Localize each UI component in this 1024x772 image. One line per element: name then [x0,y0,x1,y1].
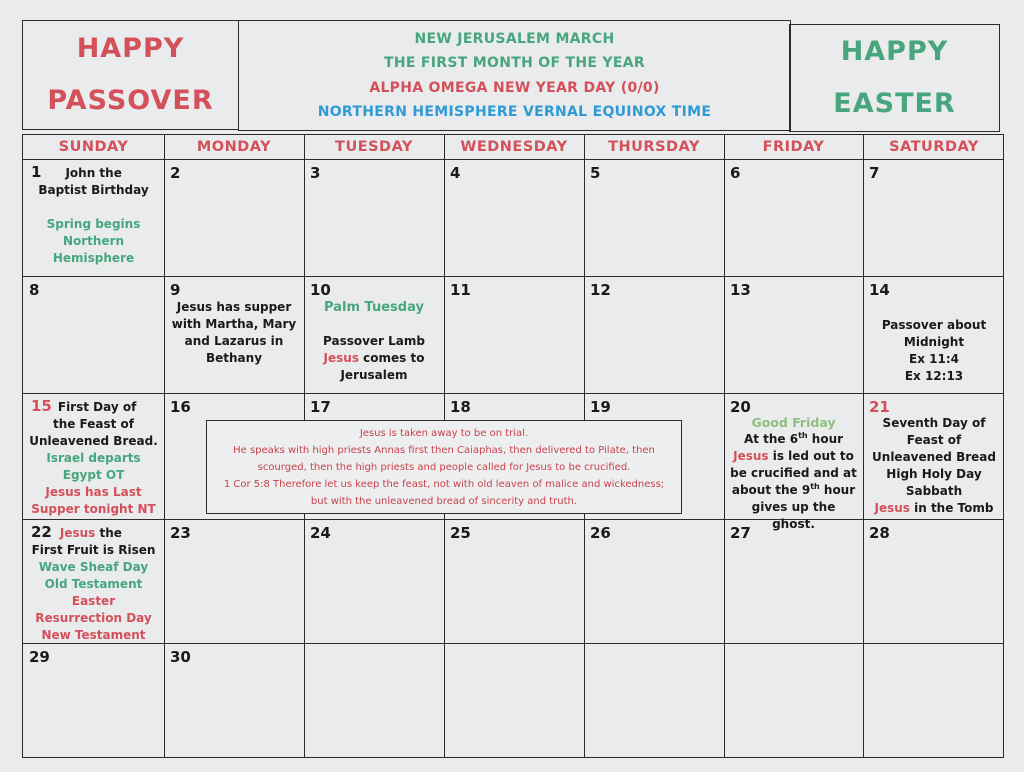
event-text: Old Testament [44,577,143,591]
event-text: Seventh Day of [882,416,986,430]
day-cell-15[interactable] [23,394,164,519]
event-text: is led out to [768,449,854,463]
day-cell-13[interactable] [724,277,863,393]
event-text: Passover about [881,318,987,332]
day-number: 13 [730,281,751,299]
day-cell-2[interactable] [164,160,304,276]
calendar-title-block [238,20,791,131]
event-text: the [95,526,122,540]
event-text: Baptist Birthday [38,183,149,197]
trial-line-2: He speaks with high priests Annas first then Caiaphas, then delivered to Pilate, then [233,444,655,456]
event-text: Ex 12:13 [904,369,964,383]
title-equinox: NORTHERN HEMISPHERE VERNAL EQUINOX TIME [317,104,712,120]
day-number: 10 [310,281,331,299]
day-number: 29 [29,648,50,666]
day-number: 8 [29,281,40,299]
event-text: Palm Tuesday [324,300,424,315]
day-cell-28[interactable] [863,520,1005,643]
day-number: 3 [310,164,321,182]
day-number: 26 [590,524,611,542]
day-number: 16 [170,398,191,416]
empty-cell [863,644,1005,757]
happy-passover-banner [22,20,239,130]
event-text: Jesus [323,351,359,365]
event-text: gives up the ghost. [751,500,836,531]
day-number: 15 [31,397,52,415]
day-cell-1[interactable] [23,160,164,276]
day-number: 17 [310,398,331,416]
trial-line-4: 1 Cor 5:8 Therefore let us keep the feast, not with old leaven of malice and wickedness; [223,478,665,490]
day-header-monday: MONDAY [196,139,272,155]
event-text: John the [65,166,122,180]
day-cell-10[interactable] [304,277,444,393]
day-header-sunday: SUNDAY [58,139,129,155]
happy-easter-banner [789,24,1000,132]
event-text: Easter [71,594,116,608]
day-cell-9[interactable] [164,277,304,393]
happy-easter-line1: HAPPY [840,36,949,67]
title-first-month: THE FIRST MONTH OF THE YEAR [384,55,645,71]
event-text: Sabbath [905,484,963,498]
event-text: hour [819,483,856,497]
day-number: 22 [31,523,52,541]
day-number: 25 [450,524,471,542]
event-text: Egypt OT [62,468,125,482]
day-header-friday: FRIDAY [762,139,825,155]
event-text: Good Friday [751,415,836,430]
empty-cell [584,644,724,757]
day-cell-24[interactable] [304,520,444,643]
day-number: 19 [590,398,611,416]
event-text: First Fruit is Risen [31,543,156,557]
event-text: the Feast of [52,417,135,431]
day-cell-11[interactable] [444,277,584,393]
day-cell-6[interactable] [724,160,863,276]
event-text: in the Tomb [909,501,994,515]
day-number: 23 [170,524,191,542]
event-text: Passover Lamb [323,334,425,348]
event-text: First Day of [57,400,137,414]
day-cell-4[interactable] [444,160,584,276]
event-text: th [810,482,820,491]
day-number: 30 [170,648,191,666]
trial-line-3: scourged, then the high priests and people called for Jesus to be crucified. [257,461,631,473]
day-cell-29[interactable] [23,644,164,757]
event-text: Jesus [874,501,910,515]
event-text: about the 9 [731,483,811,497]
empty-cell [444,644,584,757]
event-text: Jesus [59,526,96,540]
day-number: 11 [450,281,471,299]
day-number: 18 [450,398,471,416]
day-cell-26[interactable] [584,520,724,643]
event-text: Spring begins [46,217,141,231]
day-cell-22[interactable] [23,520,164,643]
trial-note-box [206,420,682,514]
day-number: 20 [730,398,751,416]
day-number: 7 [869,164,880,182]
empty-cell [724,644,863,757]
day-cell-27[interactable] [724,520,863,643]
event-text: At the 6 [743,432,799,446]
day-number: 27 [730,524,751,542]
event-text: th [798,431,808,440]
event-text: New Testament [41,628,146,642]
event-text: hour [807,432,844,446]
day-cell-5[interactable] [584,160,724,276]
day-cell-23[interactable] [164,520,304,643]
day-number: 5 [590,164,601,182]
event-text: Jerusalem [340,368,408,382]
empty-cell [304,644,444,757]
event-text: Ex 11:4 [909,352,959,366]
day-cell-7[interactable] [863,160,1005,276]
day-number: 9 [170,281,181,299]
event-text: comes to [363,351,425,365]
day-cell-3[interactable] [304,160,444,276]
day-cell-14[interactable] [863,277,1005,393]
day-header-saturday: SATURDAY [889,139,979,155]
event-text: High Holy Day [886,467,982,481]
event-text: Jesus has supper [176,300,292,314]
event-text: Hemisphere [52,251,135,265]
day-number: 12 [590,281,611,299]
day-cell-30[interactable] [164,644,304,757]
event-text: Wave Sheaf Day [38,560,149,574]
day-cell-25[interactable] [444,520,584,643]
happy-easter-line2: EASTER [833,88,956,119]
day-header-thursday: THURSDAY [608,139,700,155]
event-text: Jesus [733,449,769,463]
day-cell-20[interactable] [724,394,863,531]
day-number: 28 [869,524,890,542]
event-text: be crucified and at [730,466,857,480]
event-text: Supper tonight NT [31,502,156,516]
title-month: NEW JERUSALEM MARCH [414,30,615,47]
event-text: Unleavened Bread. [29,434,158,448]
day-number: 6 [730,164,741,182]
day-number: 14 [869,281,890,299]
day-cell-21[interactable] [863,394,1005,519]
day-number: 24 [310,524,331,542]
day-number: 1 [31,163,42,181]
day-number: 4 [450,164,461,182]
happy-passover-line2: PASSOVER [47,85,214,116]
event-text: with Martha, Mary [171,317,297,331]
event-text: Feast of [906,433,962,447]
day-header-tuesday: TUESDAY [335,139,413,155]
trial-line-1: Jesus is taken away to be on trial. [359,427,529,439]
event-text: Northern [62,234,125,248]
event-text: Jesus has Last [45,485,142,499]
event-text: Israel departs [46,451,141,465]
day-header-wednesday: WEDNESDAY [460,139,568,155]
event-text: Bethany [205,351,263,365]
event-text: Unleavened Bread [872,450,996,464]
event-text: Midnight [903,335,965,349]
day-number: 2 [170,164,181,182]
trial-line-5: but with the unleavened bread of sincerity and truth. [310,495,578,507]
day-cell-8[interactable] [23,277,164,393]
day-cell-12[interactable] [584,277,724,393]
event-text: Resurrection Day [35,611,152,625]
title-new-year-day: ALPHA OMEGA NEW YEAR DAY (0/0) [369,79,660,96]
happy-passover-line1: HAPPY [76,33,185,64]
day-number: 21 [869,398,890,416]
event-text: and Lazarus in [184,334,284,348]
